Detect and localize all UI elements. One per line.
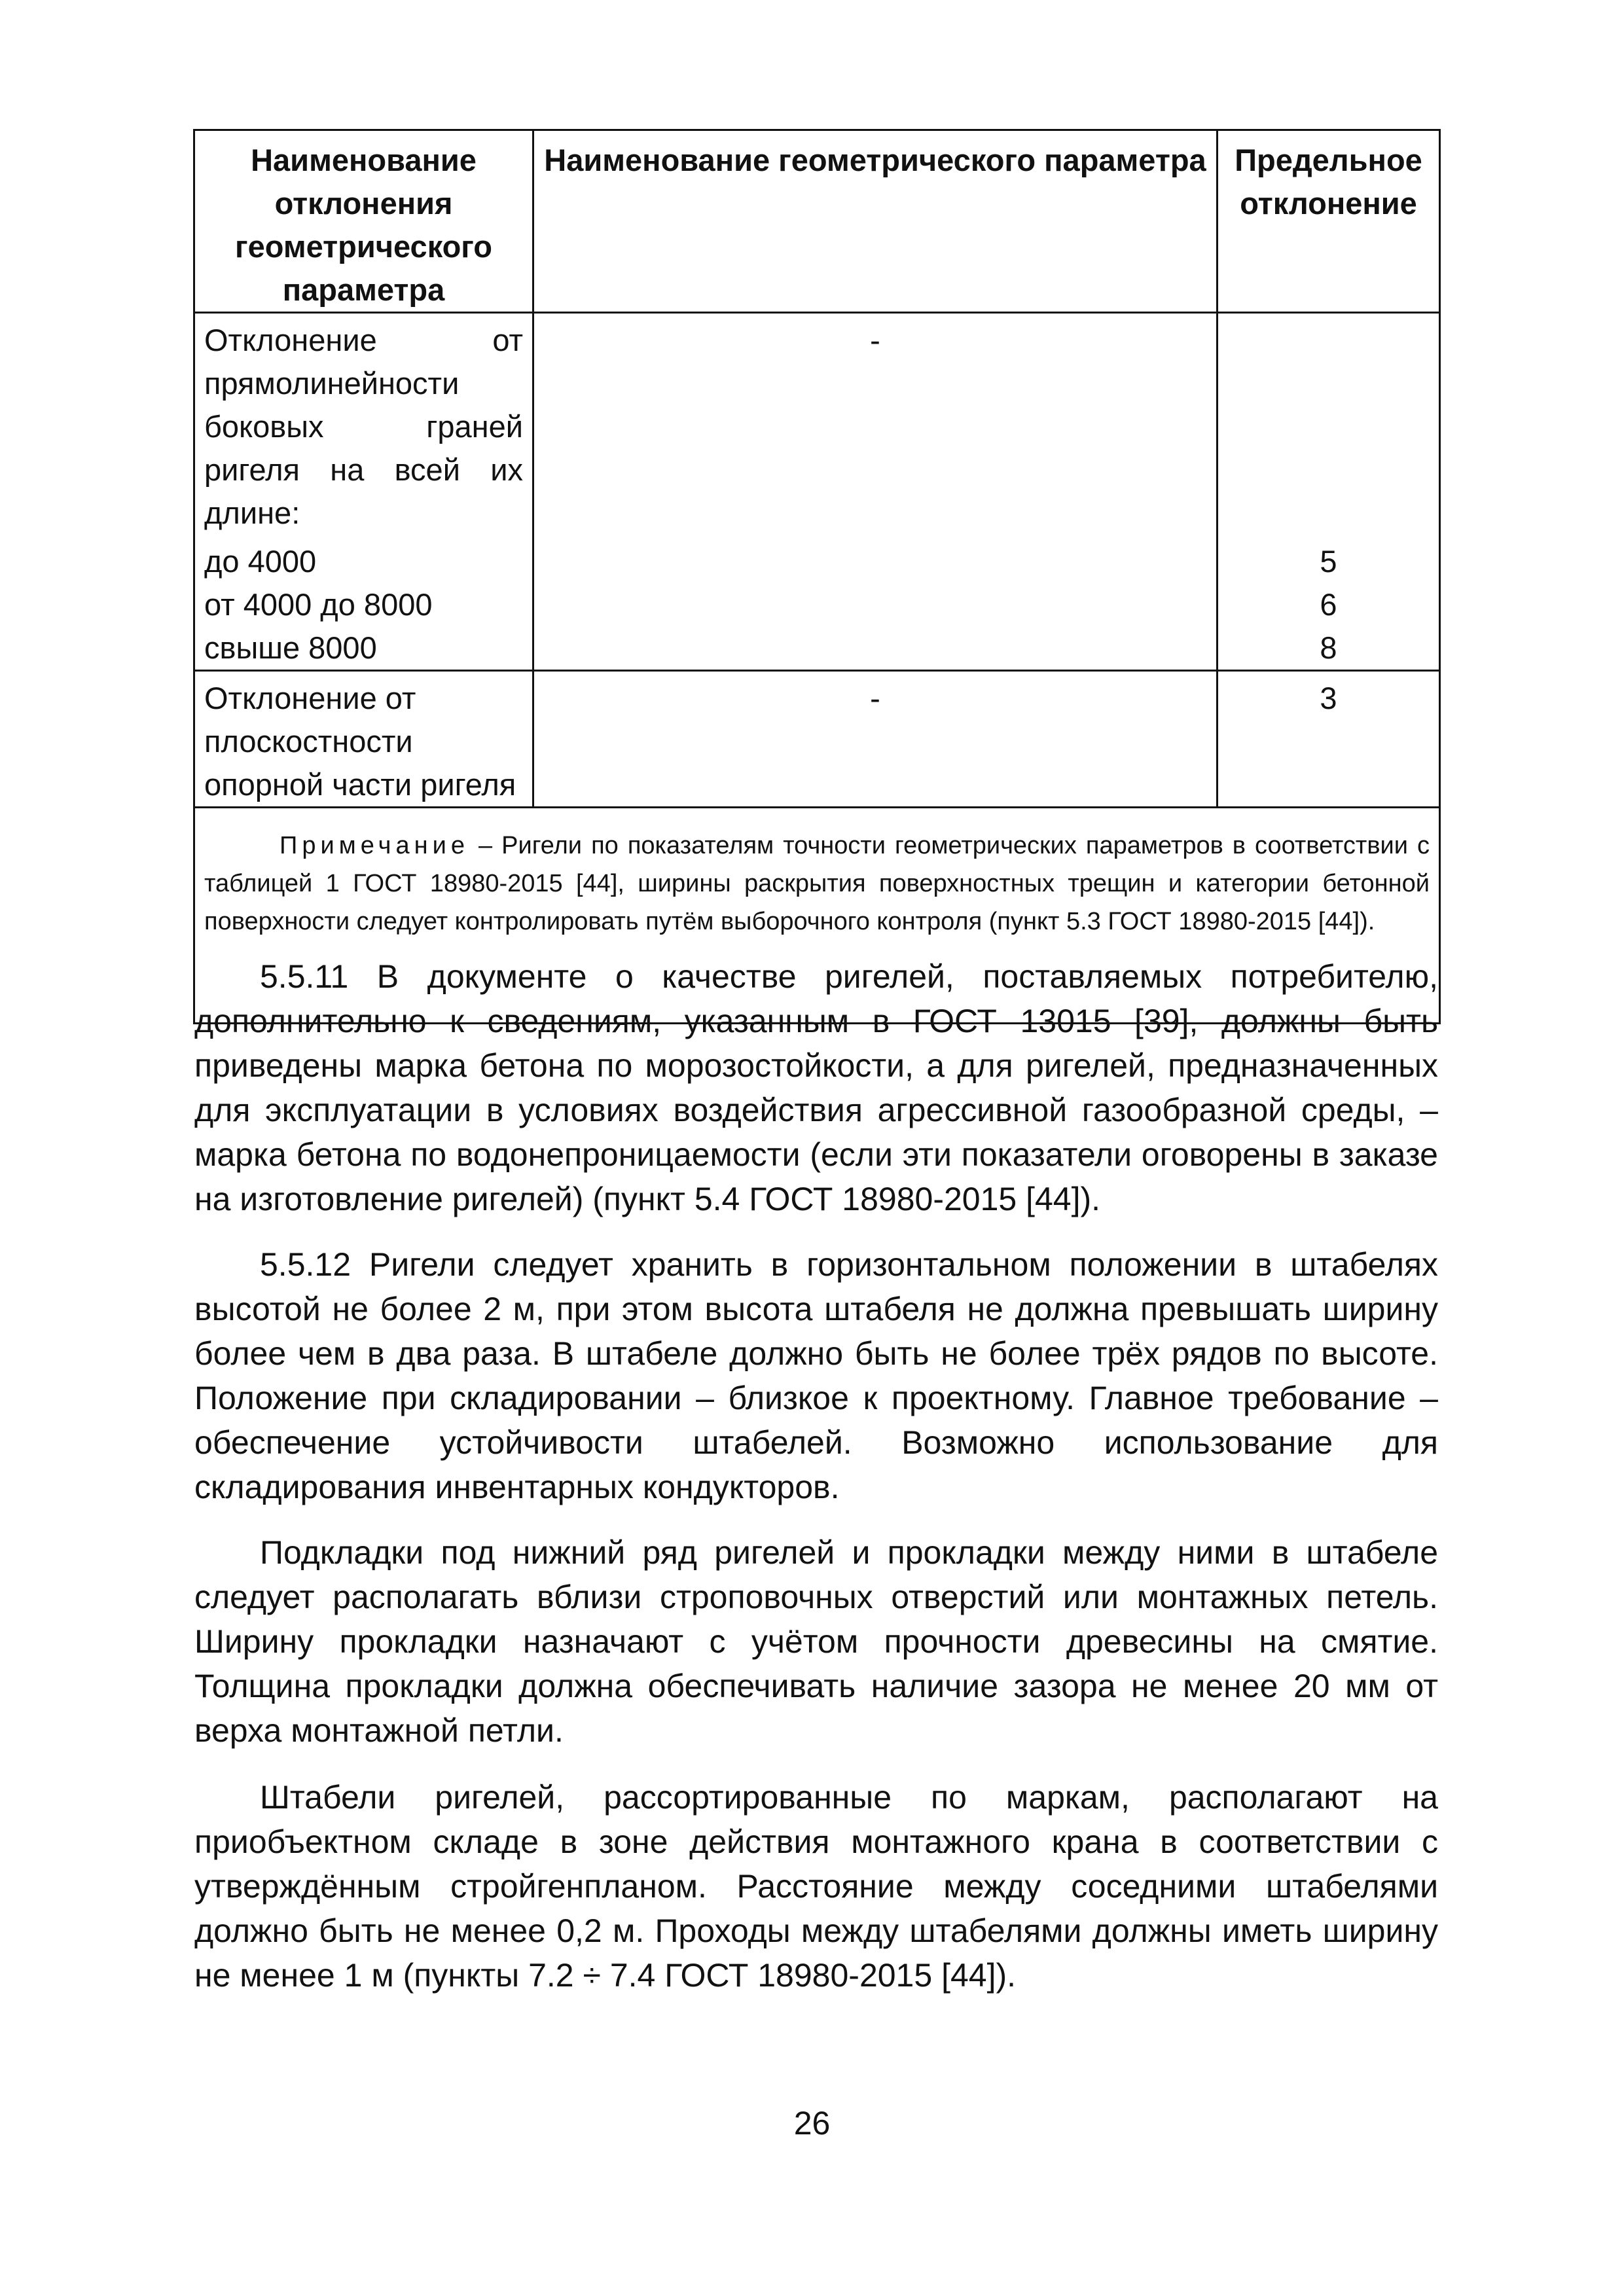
paragraph-5-5-11: 5.5.11 В документе о качестве ригелей, поставляемых потребителю, дополнительно к сведениям, указанным в ГОСТ 13015 [39], должны быть приведены марка бетона по морозостойкости, а для ригелей, предназначенных для эксплуатации в условиях воздействия агрессивной газообразной среды, – марка бетона по водонепроницаемости (если эти показатели оговорены в заказе на изготовление ригелей) (пункт 5.4 ГОСТ 18980-2015 [44]).: [194, 958, 1438, 1217]
header-deviation-name: Наименование отклонения геометрического параметра: [194, 130, 533, 313]
paragraph-5-5-12: 5.5.12 Ригели следует хранить в горизонтальном положении в штабелях высотой не более 2 м, при этом высота штабеля не должна превышать ширину более чем в два раза. В штабеле должно быть не более трёх рядов по высоте. Положение при складировании – близкое к проектному. Главное требование – обеспечение устойчивости штабелей. Возможно использование для складирования инвентарных кондукторов.: [194, 1246, 1438, 1505]
length-range-label: от 4000 до 8000: [204, 587, 433, 622]
table-row: [194, 535, 1440, 671]
deviation-value: 8: [1320, 630, 1337, 665]
paragraph-supports: Подкладки под нижний ряд ригелей и прокладки между ними в штабеле следует располагать вблизи строповочных отверстий или монтажных петель. Ширину прокладки назначают с учётом прочности древесины на смятие. Толщина прокладки должна обеспечивать наличие зазора не менее 20 мм от верха монтажной петли.: [194, 1534, 1438, 1749]
flatness-value: 3: [1218, 671, 1440, 808]
flatness-parameter: -: [533, 671, 1218, 808]
note-text: – Ригели по показателям точности геометрических параметров в соответствии с таблицей 1 ГОСТ 18980-2015 [44], ширины раскрытия поверхностных трещин и категории бетонной поверхности следует контролировать путём выборочного контроля (пункт 5.3 ГОСТ 18980-2015 [44]).: [204, 832, 1430, 935]
length-range-label: свыше 8000: [204, 630, 377, 665]
page-number: 26: [793, 2105, 831, 2142]
paragraph-stacks: Штабели ригелей, рассортированные по маркам, располагают на приобъектном складе в зоне действия монтажного крана в соответствии с утверждённым стройгенпланом. Расстояние между соседними штабелями должно быть не менее 0,2 м. Проходы между штабелями должны иметь ширину не менее 1 м (пункты 7.2 ÷ 7.4 ГОСТ 18980-2015 [44]).: [194, 1779, 1438, 1994]
header-limit-deviation: Предельное отклонение: [1218, 130, 1440, 313]
table-row: [194, 671, 1440, 808]
note-label: Примечание: [280, 832, 469, 859]
straightness-parameter: -: [533, 313, 1218, 535]
length-range-label: до 4000: [204, 544, 317, 579]
table-row: [194, 313, 1440, 535]
flatness-deviation-label: Отклонение от плоскостности опорной части ригеля: [194, 671, 533, 808]
length-range-values-cell: [1218, 535, 1440, 671]
tolerance-table: [193, 129, 1441, 1024]
table-header-row: [194, 130, 1440, 313]
length-ranges-cell: [194, 535, 533, 671]
deviation-value: 5: [1320, 544, 1337, 579]
straightness-deviation-label: Отклонение от прямолинейности боковых граней ригеля на всей их длине:: [194, 313, 533, 535]
header-parameter-name: Наименование геометрического параметра: [533, 130, 1218, 313]
deviation-value: 6: [1320, 587, 1337, 622]
